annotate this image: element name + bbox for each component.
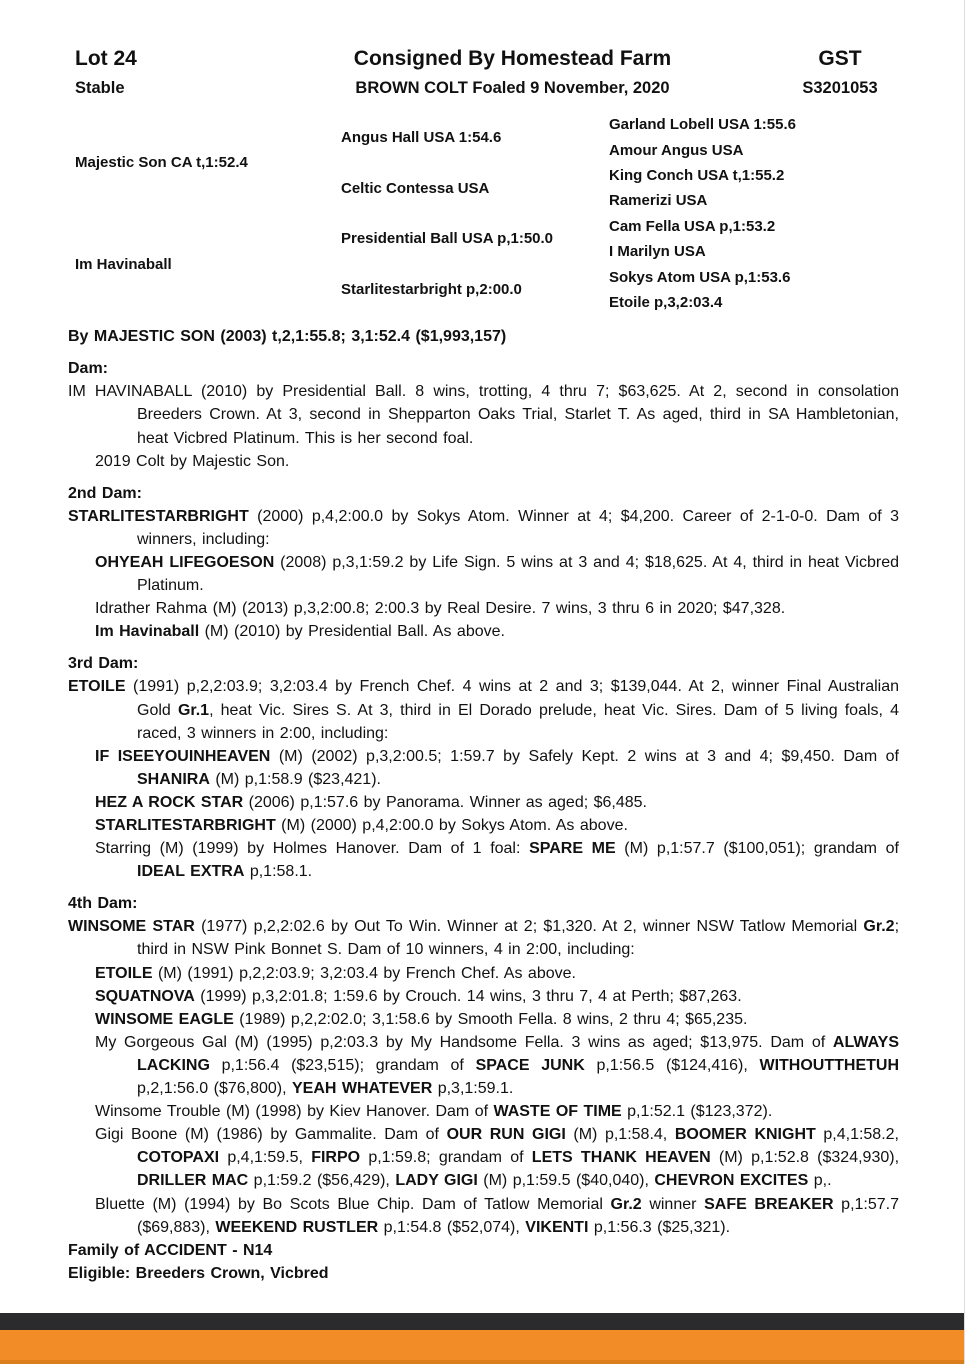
pedigree-paragraph: 2019 Colt by Majestic Son.	[95, 452, 290, 470]
pedigree-gen3-entry: Sokys Atom USA p,1:53.6	[609, 268, 791, 286]
pedigree-paragraph: HEZ A ROCK STAR (2006) p,1:57.6 by Panorama. Winner as aged; $6,485.	[95, 793, 647, 811]
pedigree-paragraph: Idrather Rahma (M) (2013) p,3,2:00.8; 2:00.3 by Real Desire. 7 wins, 3 thru 6 in 2020; $47,328.	[95, 600, 786, 618]
pedigree-paragraph: ETOILE (M) (1991) p,2,2:03.9; 3,2:03.4 by French Chef. As above.	[95, 964, 576, 982]
sire-byline: By MAJESTIC SON (2003) t,2,1:55.8; 3,1:52.4 ($1,993,157)	[68, 328, 507, 346]
pedigree-paragraph: IM HAVINABALL (2010) by Presidential Ball. 8 wins, trotting, 4 thru 7; $63,625. At 2, second in consolation Breeders Crown. At 3, second in Shepparton Oaks Trial, Starlet T. As aged, third in SA Hambletonian, heat Vicbred Platinum. This is her second foal.	[68, 383, 899, 447]
pedigree-gen2-entry: Angus Hall USA 1:54.6	[341, 128, 502, 146]
pedigree-paragraph: My Gorgeous Gal (M) (1995) p,2:03.3 by My Handsome Fella. 3 wins as aged; $13,975. Dam of ALWAYS LACKING p,1:56.4 ($23,515); grandam of SPACE JUNK p,1:56.5 ($124,416), WITHOUTTHETUH p,2,1:56.0 ($76,800), YEAH WHATEVER p,3,1:59.1.	[95, 1033, 900, 1098]
header-right-column	[780, 46, 900, 99]
header-left-column	[75, 46, 245, 99]
pedigree-paragraph: STARLITESTARBRIGHT (2000) p,4,2:00.0 by Sokys Atom. Winner at 4; $4,200. Career of 2-1-0-0. Dam of 3 winners, including:	[68, 507, 899, 548]
pedigree-paragraph: STARLITESTARBRIGHT (M) (2000) p,4,2:00.0 by Sokys Atom. As above.	[95, 817, 628, 834]
footer-orange-bar	[0, 1330, 964, 1364]
section-heading: 4th Dam:	[68, 895, 138, 913]
stable-label: Stable	[75, 79, 125, 97]
pedigree-paragraph: Im Havinaball (M) (2010) by Presidential Ball. As above.	[95, 623, 505, 641]
pedigree-gen3-entry: Cam Fella USA p,1:53.2	[609, 217, 776, 235]
section-heading: Dam:	[68, 360, 109, 378]
pedigree-paragraph: WINSOME EAGLE (1989) p,2,2:02.0; 3,1:58.6 by Smooth Fella. 8 wins, 2 thru 4; $65,235.	[95, 1010, 748, 1028]
catalog-id: S3201053	[802, 79, 878, 97]
consignor-title: Consigned By Homestead Farm	[353, 47, 672, 70]
pedigree-paragraph: SQUATNOVA (1999) p,3,2:01.8; 1:59.6 by Crouch. 14 wins, 3 thru 7, 4 at Perth; $87,263.	[95, 987, 742, 1005]
pedigree-gen2-entry: Celtic Contessa USA	[341, 179, 490, 197]
pedigree-paragraph: IF ISEEYOUINHEAVEN (M) (2002) p,3,2:00.5; 1:59.7 by Safely Kept. 2 wins at 3 and 4; $9,450. Dam of SHANIRA (M) p,1:58.9 ($23,421).	[95, 747, 899, 788]
pedigree-paragraph: Starring (M) (1999) by Holmes Hanover. Dam of 1 foal: SPARE ME (M) p,1:57.7 ($100,051); grandam of IDEAL EXTRA p,1:58.1.	[95, 840, 899, 881]
pedigree-gen2-entry: Presidential Ball USA p,1:50.0	[341, 230, 554, 248]
pedigree-paragraph: WINSOME STAR (1977) p,2,2:02.6 by Out To Win. Winner at 2; $1,320. At 2, winner NSW Tatlow Memorial Gr.2; third in NSW Pink Bonnet S. Dam of 10 winners, 4 in 2:00, including:	[68, 918, 900, 959]
lot-number: Lot 24	[75, 47, 137, 70]
gst-label: GST	[818, 47, 862, 70]
pedigree-gen3-entry: King Conch USA t,1:55.2	[609, 166, 785, 184]
footer-orange-edge	[0, 1360, 964, 1364]
horse-description: BROWN COLT Foaled 9 November, 2020	[355, 79, 670, 97]
pedigree-paragraph: Bluette (M) (1994) by Bo Scots Blue Chip. Dam of Tatlow Memorial Gr.2 winner SAFE BREAKER p,1:57.7 ($69,883), WEEKEND RUSTLER p,1:54.8 ($52,074), VIKENTI p,1:56.3 ($25,321).	[95, 1195, 900, 1236]
section-heading: 3rd Dam:	[68, 655, 139, 673]
pedigree-paragraph: Winsome Trouble (M) (1998) by Kiev Hanover. Dam of WASTE OF TIME p,1:52.1 ($123,372).	[95, 1103, 773, 1121]
pedigree-sire: Majestic Son CA t,1:52.4	[75, 154, 248, 172]
pedigree-paragraph: ETOILE (1991) p,2,2:03.9; 3,2:03.4 by French Chef. 4 wins at 2 and 3; $139,044. At 2, winner Final Australian Gold Gr.1, heat Vic. Sires S. At 3, third in El Dorado prelude, heat Vic. Sires. Dam of 5 living foals, 4 raced, 3 winners in 2:00, including:	[68, 678, 899, 742]
pedigree-gen3-entry: Etoile p,3,2:03.4	[609, 293, 723, 311]
pedigree-paragraph: Gigi Boone (M) (1986) by Gammalite. Dam of OUR RUN GIGI (M) p,1:58.4, BOOMER KNIGHT p,4,1:58.2, COTOPAXI p,4,1:59.5, FIRPO p,1:59.8; grandam of LETS THANK HEAVEN (M) p,1:52.8 ($324,930), DRILLER MAC p,1:59.2 ($56,429), LADY GIGI (M) p,1:59.5 ($40,040), CHEVRON EXCITES p,.	[95, 1126, 900, 1190]
page-header	[0, 0, 964, 99]
body-text	[68, 325, 899, 1285]
pedigree-gen3-entry: Ramerizi USA	[609, 192, 708, 210]
pedigree-gen3-entry: Garland Lobell USA 1:55.6	[609, 116, 796, 134]
pedigree-paragraph: OHYEAH LIFEGOESON (2008) p,3,1:59.2 by Life Sign. 5 wins at 3 and 4; $18,625. At 4, third in heat Vicbred Platinum.	[95, 553, 900, 595]
section-heading: 2nd Dam:	[68, 484, 142, 502]
pedigree-dam: Im Havinaball	[75, 255, 172, 273]
pedigree-gen3-entry: Amour Angus USA	[609, 141, 744, 159]
pedigree-table	[75, 112, 900, 315]
footer-note-line: Eligible: Breeders Crown, Vicbred	[68, 1264, 329, 1282]
header-center-column	[245, 46, 780, 99]
footer-dark-bar	[0, 1313, 964, 1330]
pedigree-gen3-entry: I Marilyn USA	[609, 243, 706, 261]
pedigree-gen2-entry: Starlitestarbright p,2:00.0	[341, 281, 522, 299]
footer-note-line: Family of ACCIDENT - N14	[68, 1241, 273, 1259]
